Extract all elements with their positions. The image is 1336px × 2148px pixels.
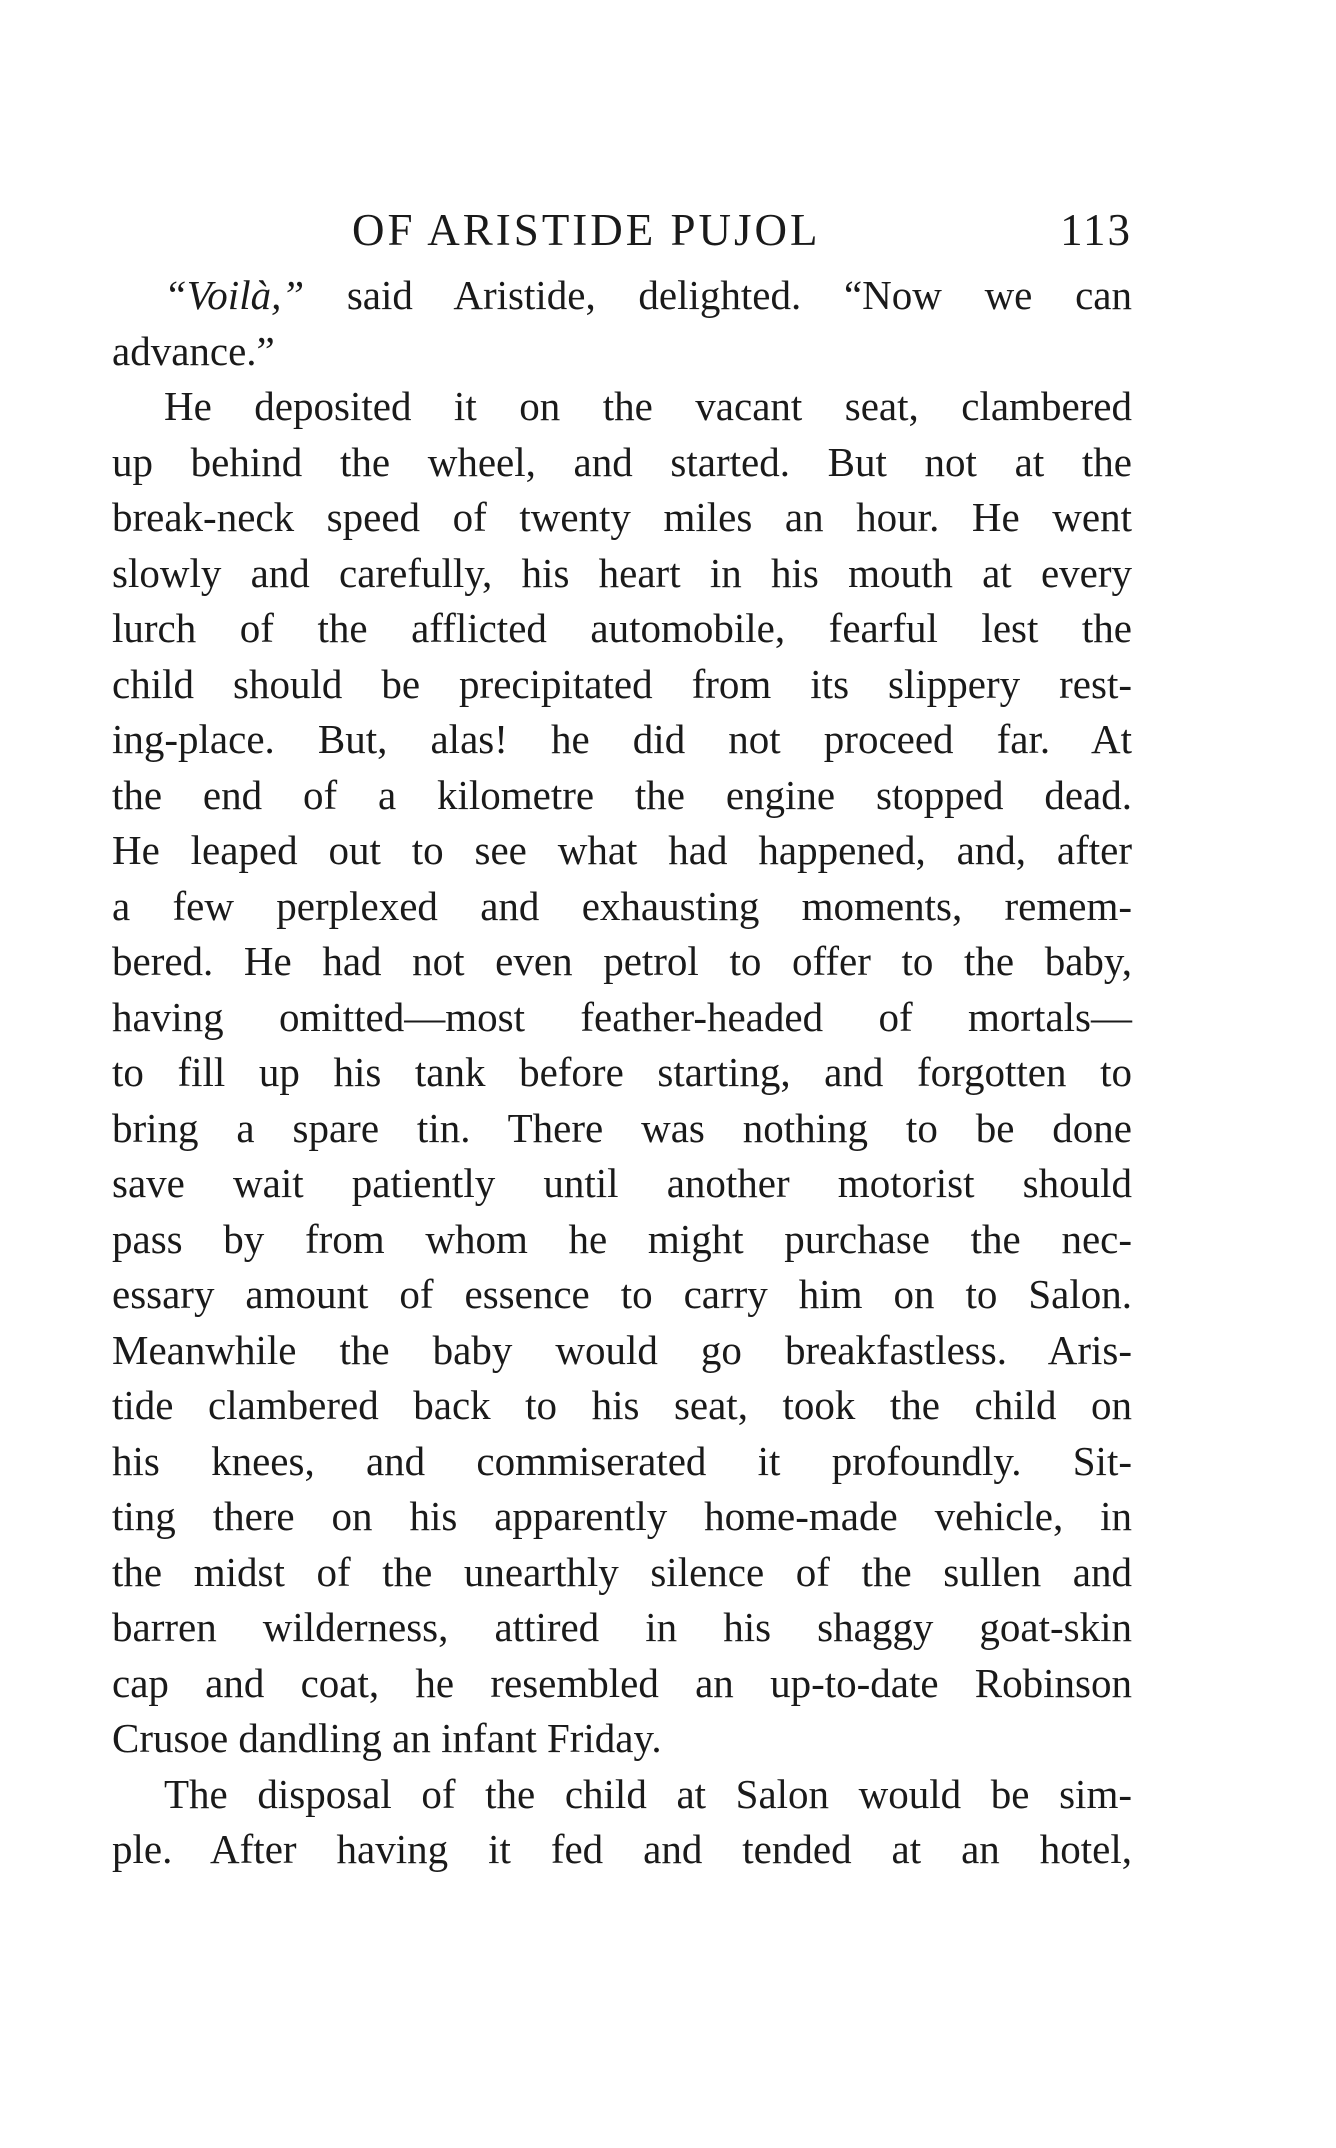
text-line-17: save wait patiently until another motorist should — [112, 1160, 1132, 1206]
text-line-14: having omitted—most feather-headed of mortals— — [112, 993, 1132, 1040]
text-line-6: slowly and carefully, his heart in his mouth at every — [112, 549, 1132, 596]
text-line-18: pass by from whom he might purchase the nec- — [112, 1215, 1132, 1262]
text-line-5: break-neck speed of twenty miles an hour. He went — [112, 494, 1132, 540]
text-line-11: He leaped out to see what had happened, and, after — [112, 827, 1132, 873]
text-line-26: cap and coat, he resembled an up-to-date Robinson — [112, 1659, 1132, 1706]
text-line-12: a few perplexed and exhausting moments, remem- — [112, 882, 1132, 929]
italic-voila: “Voilà,” — [164, 272, 305, 318]
text-line-2: advance.” — [112, 327, 275, 374]
text-line-1-rest: said Aristide, delighted. “Now we can — [304, 272, 1132, 318]
text-line-29: ple. After having it fed and tended at an hotel, — [112, 1826, 1132, 1872]
text-line-8: child should be precipitated from its slippery rest- — [112, 660, 1132, 707]
running-title: OF ARISTIDE PUJOL — [352, 205, 821, 255]
text-line-9: ing-place. But, alas! he did not proceed far. At — [112, 716, 1132, 762]
text-line-16: bring a spare tin. There was nothing to be done — [112, 1104, 1132, 1151]
text-line-24: the midst of the unearthly silence of the sullen and — [112, 1548, 1132, 1595]
text-line-1 — [112, 268, 1132, 324]
text-line-25: barren wilderness, attired in his shaggy goat-skin — [112, 1604, 1132, 1650]
text-line-28: The disposal of the child at Salon would be sim- — [164, 1770, 1132, 1817]
text-line-22: his knees, and commiserated it profoundly. Sit- — [112, 1437, 1132, 1484]
text-line-27: Crusoe dandling an infant Friday. — [112, 1715, 662, 1761]
text-line-20: Meanwhile the baby would go breakfastless. Aris- — [112, 1326, 1132, 1373]
page-number: 113 — [1060, 205, 1132, 255]
body-text — [112, 268, 1132, 1878]
text-line-23: ting there on his apparently home-made vehicle, in — [112, 1493, 1132, 1539]
running-head — [112, 200, 1132, 260]
text-line-21: tide clambered back to his seat, took the child on — [112, 1382, 1132, 1428]
text-line-13: bered. He had not even petrol to offer to the baby, — [112, 938, 1132, 984]
text-line-10: the end of a kilometre the engine stopped dead. — [112, 771, 1132, 818]
text-line-7: lurch of the afflicted automobile, fearful lest the — [112, 605, 1132, 651]
text-line-3: He deposited it on the vacant seat, clambered — [164, 383, 1132, 429]
text-line-4: up behind the wheel, and started. But not at the — [112, 438, 1132, 485]
text-line-19: essary amount of essence to carry him on to Salon. — [112, 1271, 1132, 1317]
text-line-15: to fill up his tank before starting, and forgotten to — [112, 1049, 1132, 1095]
